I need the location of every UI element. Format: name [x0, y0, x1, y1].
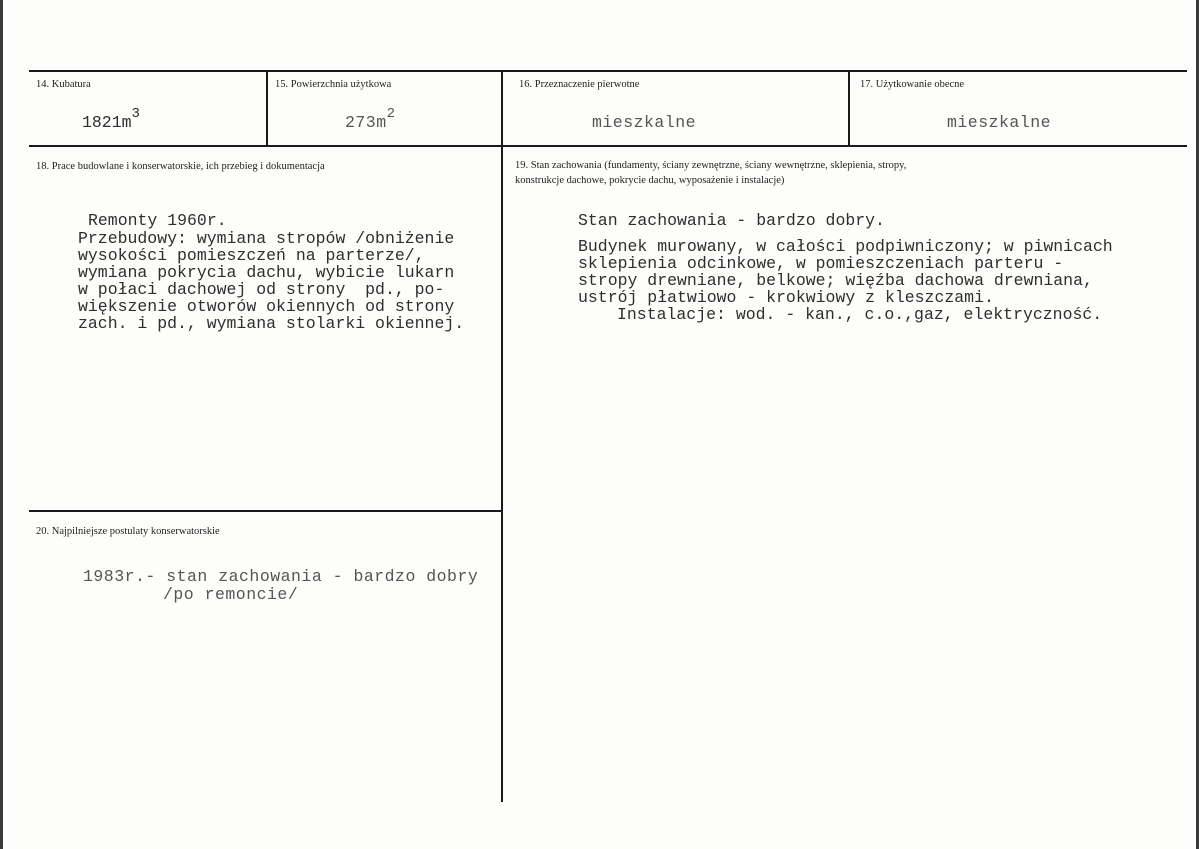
field-18-label: 18. Prace budowlane i konserwatorskie, ich przebieg i dokumentacja — [36, 161, 325, 172]
field-19-state: Stan zachowania - bardzo dobry. — [578, 211, 885, 230]
field-18-line-5: w połaci dachowej od strony pd., po- — [78, 280, 445, 299]
field-16-label: 16. Przeznaczenie pierwotne — [519, 79, 640, 90]
field-15-value — [345, 105, 396, 132]
field-18-line-2: Przebudowy: wymiana stropów /obniżenie — [78, 229, 455, 248]
field-14-label: 14. Kubatura — [36, 79, 91, 90]
field-20-line-1: 1983r.- stan zachowania - bardzo dobry — [83, 567, 479, 586]
field-19-line-4: ustrój płatwiowo - krokwiowy z kleszczami. — [578, 288, 994, 307]
field-15-exponent: 2 — [386, 105, 396, 122]
field-18-line-1: Remonty 1960r. — [88, 211, 227, 230]
row1-divider-2 — [501, 72, 503, 145]
field-20-line-2: /po remoncie/ — [163, 585, 299, 604]
row1-divider-3 — [848, 72, 850, 145]
field-14-value — [82, 105, 140, 132]
field-15-number: 273m — [345, 113, 387, 132]
field-19-label-line-1: 19. Stan zachowania (fundamenty, ściany zewnętrzne, ściany wewnętrzne, sklepienia, stropy, — [515, 160, 907, 171]
field-18-line-7: zach. i pd., wymiana stolarki okiennej. — [78, 314, 465, 333]
field-17-label: 17. Użytkowanie obecne — [860, 79, 965, 90]
field-17-value: mieszkalne — [947, 113, 1052, 132]
field-15-label: 15. Powierzchnia użytkowa — [275, 79, 392, 90]
field-18-line-4: wymiana pokrycia dachu, wybicie lukarn — [78, 263, 455, 282]
field-19-line-1: Budynek murowany, w całości podpiwniczony; w piwnicach — [578, 237, 1113, 256]
field-19-label-line-2: konstrukcje dachowe, pokrycie dachu, wyposażenie i instalacje) — [515, 175, 785, 186]
top-rule — [29, 70, 1187, 72]
field-19-line-2: sklepienia odcinkowe, w pomieszczeniach parteru - — [578, 254, 1064, 273]
row1-bottom-rule — [29, 145, 1187, 147]
field-18-line-3: wysokości pomieszczeń na parterze/, — [78, 246, 425, 265]
left-split-rule — [29, 510, 501, 512]
row1-divider-1 — [266, 72, 268, 145]
field-19-install: Instalacje: wod. - kan., c.o.,gaz, elektryczność. — [617, 305, 1103, 324]
main-divider — [501, 147, 503, 802]
field-20-label: 20. Najpilniejsze postulaty konserwatorskie — [36, 526, 220, 537]
field-14-number: 1821m — [82, 113, 132, 132]
field-19-line-3: stropy drewniane, belkowe; więźba dachowa drewniana, — [578, 271, 1093, 290]
field-18-line-6: większenie otworów okiennych od strony — [78, 297, 455, 316]
field-16-value: mieszkalne — [592, 113, 697, 132]
field-14-exponent: 3 — [131, 105, 140, 122]
